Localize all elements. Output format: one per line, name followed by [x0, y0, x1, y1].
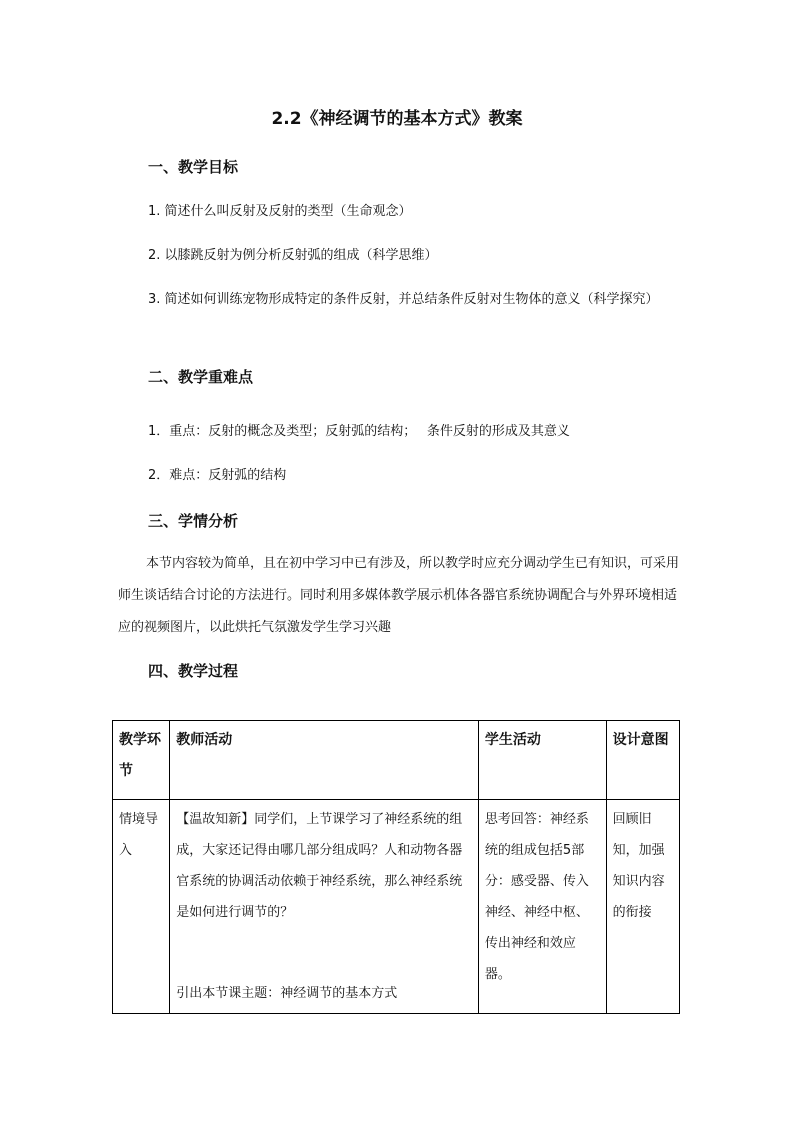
cell-intent: 回顾旧知，加强知识内容的衔接	[606, 800, 679, 1014]
teaching-process-table	[112, 720, 680, 1014]
teacher-activity-text: 【温故知新】同学们，上节课学习了神经系统的组成，大家还记得由哪几部分组成吗？人和动物各器官系统的协调活动依赖于神经系统，那么神经系统是如何进行调节的？	[176, 812, 463, 920]
header-teacher: 教师活动	[170, 721, 479, 800]
section-heading-objectives: 一、教学目标	[148, 158, 239, 176]
table-header-row	[113, 721, 680, 800]
key-point-item-2: 2．难点：反射弧的结构	[148, 468, 287, 483]
objective-item-2: 2. 以膝跳反射为例分析反射弧的组成（科学思维）	[148, 248, 438, 263]
cell-student: 思考回答：神经系统的组成包括5部分：感受器、传入神经、神经中枢、传出神经和效应器。	[478, 800, 606, 1014]
analysis-text: 本节内容较为简单，且在初中学习中已有涉及，所以教学时应充分调动学生已有知识，可采用师生谈话结合讨论的方法进行。同时利用多媒体教学展示机体各器官系统协调配合与外界环境相适应的视频图片，以此烘托气氛激发学生学习兴趣	[118, 556, 680, 635]
cell-teacher	[170, 800, 479, 1014]
objective-item-3: 3. 简述如何训练宠物形成特定的条件反射，并总结条件反射对生物体的意义（科学探究）	[148, 292, 659, 307]
section-heading-analysis: 三、学情分析	[148, 512, 239, 530]
section-heading-key-points: 二、教学重难点	[148, 368, 254, 386]
objective-item-1: 1. 简述什么叫反射及反射的类型（生命观念）	[148, 204, 412, 219]
cell-stage: 情境导入	[113, 800, 170, 1014]
key-point-item-1: 1．重点：反射的概念及类型；反射弧的结构； 条件反射的形成及其意义	[148, 424, 570, 439]
header-student: 学生活动	[478, 721, 606, 800]
teacher-activity-extra: 引出本节课主题：神经调节的基本方式	[176, 986, 398, 1001]
header-stage: 教学环节	[113, 721, 170, 800]
table-row	[113, 800, 680, 1014]
section-heading-process: 四、教学过程	[148, 662, 239, 680]
header-intent: 设计意图	[606, 721, 679, 800]
document-title: 2.2《神经调节的基本方式》教案	[271, 109, 523, 129]
analysis-paragraph	[118, 548, 688, 644]
cell-spacer	[176, 928, 472, 978]
